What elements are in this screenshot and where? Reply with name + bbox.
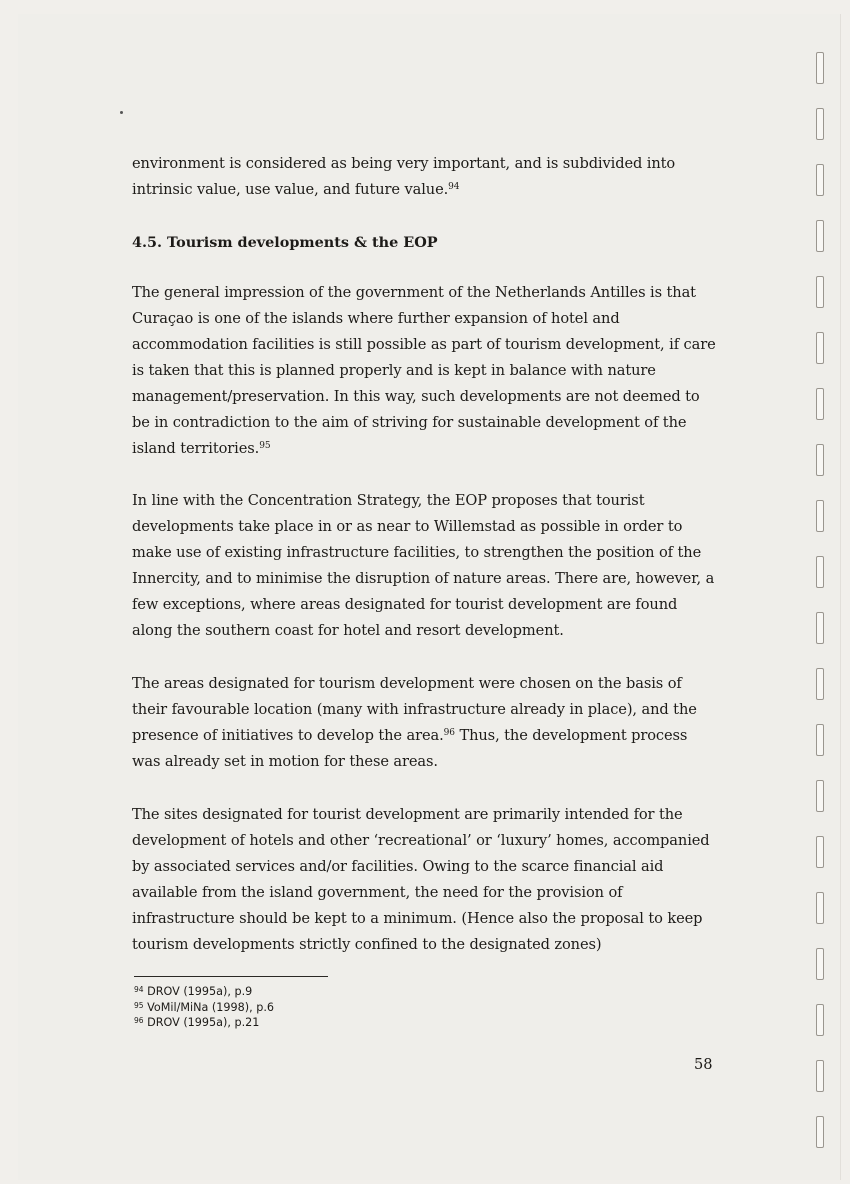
binding-hole [816, 500, 824, 532]
binding-hole [816, 948, 824, 980]
binding-hole [816, 444, 824, 476]
binding-hole [816, 556, 824, 588]
binding-hole [816, 164, 824, 196]
binding-hole [816, 108, 824, 140]
paragraph-designated-areas: The areas designated for tourism development were chosen on the basis of their favourable location (many with infrastructure already in place), and the presence of initiatives to develop the area.$^{96}$ Thus, the development process was already set in motion for these areas. [132, 675, 697, 770]
section-heading: 4.5. Tourism developments & the EOP [132, 234, 438, 251]
ring-binding [812, 0, 832, 1184]
binding-hole [816, 780, 824, 812]
binding-hole [816, 388, 824, 420]
binding-hole [816, 668, 824, 700]
binding-hole [816, 612, 824, 644]
binding-hole [816, 836, 824, 868]
stray-mark [120, 111, 123, 114]
footnotes [134, 984, 274, 1031]
binding-hole [816, 276, 824, 308]
footnote-separator [134, 976, 328, 977]
intro-paragraph: environment is considered as being very important, and is subdivided into intrinsic value, use value, and future value.$^{94}$ [132, 155, 676, 198]
footnote-ref: 96 [443, 728, 455, 738]
binding-hole [816, 332, 824, 364]
binding-hole [816, 220, 824, 252]
footnote: $^{94}$ DROV (1995a), p.9 [134, 985, 253, 998]
paragraph-general-impression: The general impression of the government of the Netherlands Antilles is that Curaçao is one of the islands where further expansion of hotel and accommodation facilities is still possible as part of tourism development, if care is taken that this is planned properly and is kept in balance with nature management/preservation. In this way, such developments are not deemed to be in contradiction to the aim of striving for sustainable development of the island territories.$^{95}$ [132, 284, 716, 457]
paragraph-sites-designated: The sites designated for tourist development are primarily intended for the development of hotels and other ‘recreational’ or ‘luxury’ homes, accompanied by associated services and/or facilities. Owing to the scarce financial aid available from the island government, the need for the provision of infrastructure should be kept to a minimum. (Hence also the proposal to keep tourism developments strictly confined to the designated zones) [132, 806, 710, 953]
footnote: $^{96}$ DROV (1995a), p.21 [134, 1016, 260, 1029]
binding-hole [816, 892, 824, 924]
binding-hole [816, 52, 824, 84]
page-number: 58 [694, 1056, 713, 1073]
binding-hole [816, 1004, 824, 1036]
footnote: $^{95}$ VoMil/MiNa (1998), p.6 [134, 1000, 275, 1014]
binding-hole [816, 1060, 824, 1092]
binding-hole [816, 1116, 824, 1148]
footnote-ref: 95 [259, 441, 271, 451]
binding-hole [816, 724, 824, 756]
paragraph-concentration-strategy: In line with the Concentration Strategy, the EOP proposes that tourist developments take place in or as near to Willemstad as possible in order to make use of existing infrastructure facilities, to strengthen the position of the Innercity, and to minimise the disruption of nature areas. There are, however, a few exceptions, where areas designated for tourist development are found along the southern coast for hotel and resort development. [132, 492, 715, 639]
footnote-ref: 94 [448, 182, 460, 192]
